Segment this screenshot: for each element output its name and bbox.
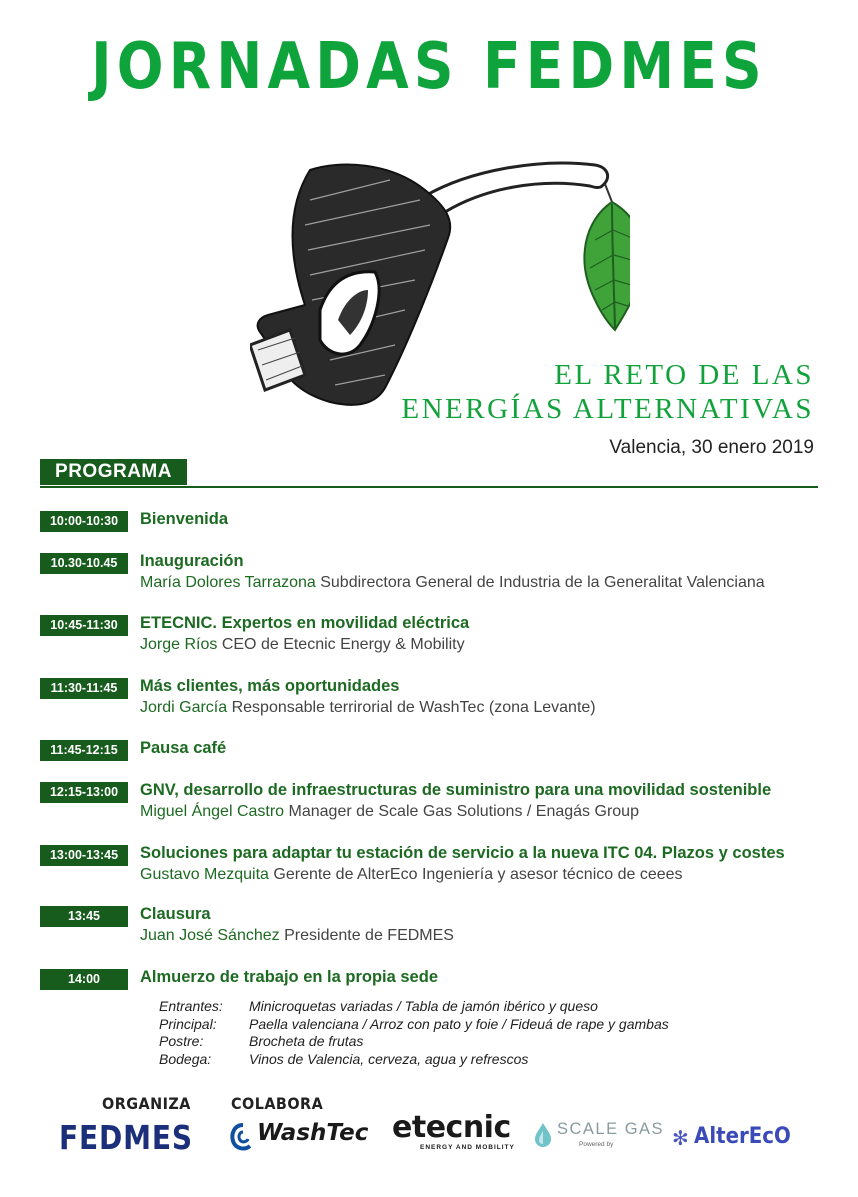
menu-label: Entrantes: <box>159 998 223 1014</box>
fedmes-logo: FEDMES <box>59 1118 193 1157</box>
menu-value: Paella valenciana / Arroz con pato y foie / Fideuá de rape y gambas <box>249 1015 669 1032</box>
agenda-time: 13:45 <box>40 906 128 927</box>
event-date: Valencia, 30 enero 2019 <box>609 437 814 458</box>
agenda-time: 10:45-11:30 <box>40 615 128 636</box>
colabora-label: COLABORA <box>231 1094 324 1113</box>
menu-label: Postre: <box>159 1033 204 1049</box>
agenda-speaker <box>140 866 683 884</box>
snowflake-icon: ✻ <box>672 1128 689 1150</box>
etecnic-tagline: ENERGY AND MOBILITY <box>420 1144 515 1151</box>
agenda-time: 10:00-10:30 <box>40 511 128 532</box>
menu-label: Bodega: <box>159 1050 212 1067</box>
subtitle-line-2: ENERGÍAS ALTERNATIVAS <box>401 393 814 425</box>
agenda-title: Soluciones para adaptar tu estación de servicio a la nueva ITC 04. Plazos y costes <box>140 844 785 862</box>
agenda-speaker <box>140 803 639 821</box>
agenda-title: ETECNIC. Expertos en movilidad eléctrica <box>140 614 470 632</box>
agenda-title: Inauguración <box>140 552 244 570</box>
agenda-title: Más clientes, más oportunidades <box>140 677 400 695</box>
speaker-role: Gerente de AlterEco Ingeniería y asesor técnico de ceees <box>273 866 683 883</box>
speaker-name: Jorge Ríos <box>140 636 218 653</box>
etecnic-logo <box>392 1112 515 1151</box>
agenda-title: Almuerzo de trabajo en la propia sede <box>140 968 438 986</box>
etecnic-text: etecnic <box>392 1110 511 1145</box>
agenda-speaker <box>140 636 465 654</box>
organiza-label: ORGANIZA <box>102 1094 191 1113</box>
washtec-swirl-icon <box>229 1122 257 1152</box>
agenda-title: GNV, desarrollo de infraestructuras de suministro para una movilidad sostenible <box>140 781 772 799</box>
agenda-time: 11:30-11:45 <box>40 678 128 699</box>
agenda-time: 13:00-13:45 <box>40 845 128 866</box>
programa-divider <box>40 486 818 488</box>
speaker-name: Jordi García <box>140 699 228 716</box>
menu-label: Principal: <box>159 1015 217 1032</box>
agenda-title: Clausura <box>140 905 211 923</box>
agenda-speaker <box>140 574 765 592</box>
speaker-role: Manager de Scale Gas Solutions / Enagás Group <box>288 803 639 820</box>
agenda-speaker <box>140 699 596 717</box>
agenda-speaker <box>140 927 454 945</box>
speaker-name: Juan José Sánchez <box>140 927 280 944</box>
agenda-time: 12:15-13:00 <box>40 782 128 803</box>
menu-value: Minicroquetas variadas / Tabla de jamón ibérico y queso <box>249 998 598 1014</box>
subtitle-line-1: EL RETO DE LAS <box>554 359 814 391</box>
agenda-time: 14:00 <box>40 969 128 990</box>
speaker-name: María Dolores Tarrazona <box>140 574 316 591</box>
agenda-title: Pausa café <box>140 739 227 757</box>
menu-value: Vinos de Valencia, cerveza, agua y refrescos <box>249 1050 529 1067</box>
speaker-role: CEO de Etecnic Energy & Mobility <box>221 636 465 653</box>
scalegas-tagline: Powered by <box>579 1141 614 1148</box>
washtec-text: WashTec <box>257 1120 369 1146</box>
speaker-role: Presidente de FEDMES <box>284 927 454 944</box>
scalegas-text: SCALE GAS <box>557 1120 665 1138</box>
agenda-time: 11:45-12:15 <box>40 740 128 761</box>
agenda-title: Bienvenida <box>140 510 229 528</box>
agenda-time: 10.30-10.45 <box>40 553 128 574</box>
menu-value: Brocheta de frutas <box>249 1033 364 1049</box>
gas-drop-icon <box>533 1122 553 1148</box>
speaker-name: Gustavo Mezquita <box>140 866 269 883</box>
event-title: JORNADAS FEDMES <box>91 30 767 104</box>
altereco-text: AlterEcO <box>694 1124 791 1149</box>
event-subtitle <box>401 358 814 426</box>
speaker-role: Subdirectora General de Industria de la Generalitat Valenciana <box>320 574 765 591</box>
speaker-name: Miguel Ángel Castro <box>140 803 285 820</box>
speaker-role: Responsable terrirorial de WashTec (zona Levante) <box>231 699 596 716</box>
programa-label: PROGRAMA <box>40 459 187 485</box>
